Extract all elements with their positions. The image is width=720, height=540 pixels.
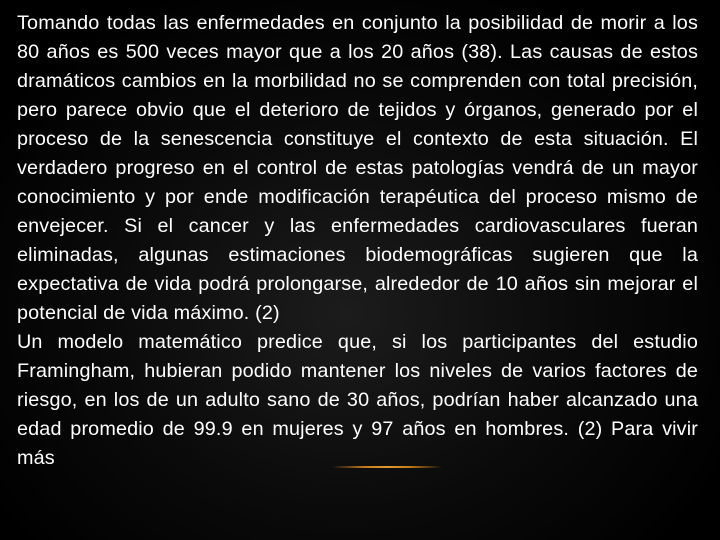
accent-line [332,466,442,468]
paragraph-2: Un modelo matemático predice que, si los participantes del estudio Framingham, hubieran podido mantener los niveles de varios factores de riesgo, en los de un adulto sano de 30 años, podrían haber alcanzado una edad promedio de 99.9 en mujeres y 97 años en hombres. (2) Para vivir más [17,331,698,469]
text-block [17,9,698,473]
paragraph-1: Tomando todas las enfermedades en conjunto la posibilidad de morir a los 80 años es 500 veces mayor que a los 20 años (38). Las causas de estos dramáticos cambios en la morbilidad no se comprenden con total precisión, pero parece obvio que el deterioro de tejidos y órganos, generado por el proceso de la senescencia constituye el contexto de esta situación. El verdadero progreso en el control de estas patologías vendrá de un mayor conocimiento y por ende modificación terapéutica del proceso mismo de envejecer. Si el cancer y las enfermedades cardiovasculares fueran eliminadas, algunas estimaciones biodemográficas sugieren que la expectativa de vida podrá prolongarse, alrededor de 10 años sin mejorar el potencial de vida máximo. (2) [17,12,698,324]
